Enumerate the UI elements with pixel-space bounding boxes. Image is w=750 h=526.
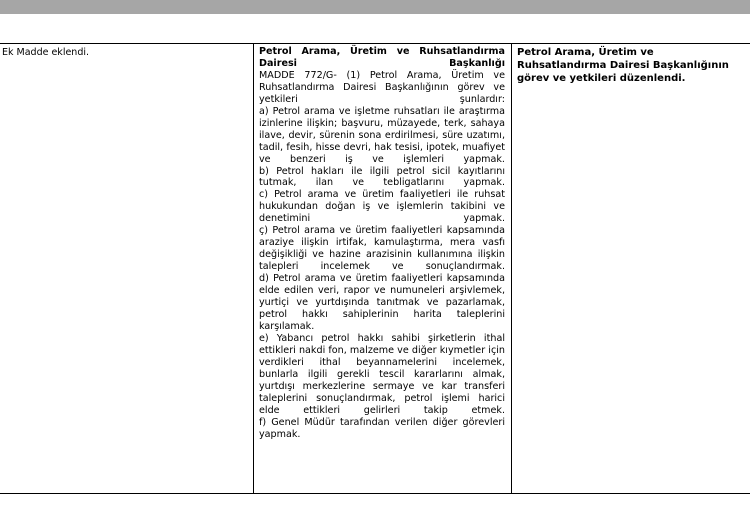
clause-b: b) Petrol hakları ile ilgili petrol sicil kayıtlarını tutmak, ilan ve tebligatlarını yapmak. — [259, 165, 505, 189]
clause-c-cedilla: ç) Petrol arama ve üretim faaliyetleri kapsamında araziye ilişkin irtifak, kamulaştırma, mera vasfı değişikliği ve hazine arazisinin kullanımına ilişkin talepleri incelemek ve sonuçlandırmak. — [259, 225, 505, 273]
explanation-cell — [511, 44, 750, 493]
change-type-text: Ek Madde eklendi. — [2, 47, 90, 58]
clause-d: d) Petrol arama ve üretim faaliyetleri kapsamında elde edilen veri, rapor ve numuneleri arşivlemek, yurtiçi ve yurtdışında tanıtmak ve pazarlamak, petrol hakkı sahiplerinin harita taleplerini karşılamak. — [259, 273, 505, 332]
clause-a: a) Petrol arama ve işletme ruhsatları ile araştırma izinlerine ilişkin; başvuru, müzayede, terk, sahaya ilave, devir, sürenin sona erdirilmesi, süre uzatımı, tadil, fesih, hisse devri, hak tesisi, ipotek, muafiyet ve benzeri iş ve işlemleri yapmak. — [259, 105, 505, 165]
new-text-cell — [253, 44, 511, 493]
clause-f: f) Genel Müdür tarafından verilen diğer görevleri yapmak. — [259, 416, 505, 440]
change-type-cell — [0, 44, 253, 493]
amendment-table-row — [0, 43, 750, 494]
top-bar — [0, 0, 750, 14]
clause-c: c) Petrol arama ve üretim faaliyetleri ile ruhsat hukukundan doğan iş ve işlemlerin takibini ve denetimini yapmak. — [259, 189, 505, 225]
article-intro: MADDE 772/G- (1) Petrol Arama, Üretim ve Ruhsatlandırma Dairesi Başkanlığının görev ve yetkileri şunlardır: — [259, 69, 505, 105]
article-heading-line2 — [259, 58, 505, 70]
article-heading-word1: Dairesi — [259, 57, 297, 69]
article-heading-line1: Petrol Arama, Üretim ve Ruhsatlandırma — [259, 46, 505, 57]
clause-e: e) Yabancı petrol hakkı sahibi şirketlerin ithal ettikleri nakdi fon, malzeme ve diğer kıymetler için verdikleri ithal beyannamelerini incelemek, bunlarla ilgili gerekli tescil kararlarını almak, yurtdışı merkezlerine sermaye ve kar transferi taleplerini sonuçlandırmak, petrol işlemi harici elde ettikleri gelirleri takip etmek. — [259, 332, 505, 416]
article-heading-word2: Başkanlığı — [449, 57, 505, 69]
explanation-text: Petrol Arama, Üretim ve Ruhsatlandırma Dairesi Başkanlığının görev ve yetkileri düzenlendi. — [517, 47, 729, 84]
